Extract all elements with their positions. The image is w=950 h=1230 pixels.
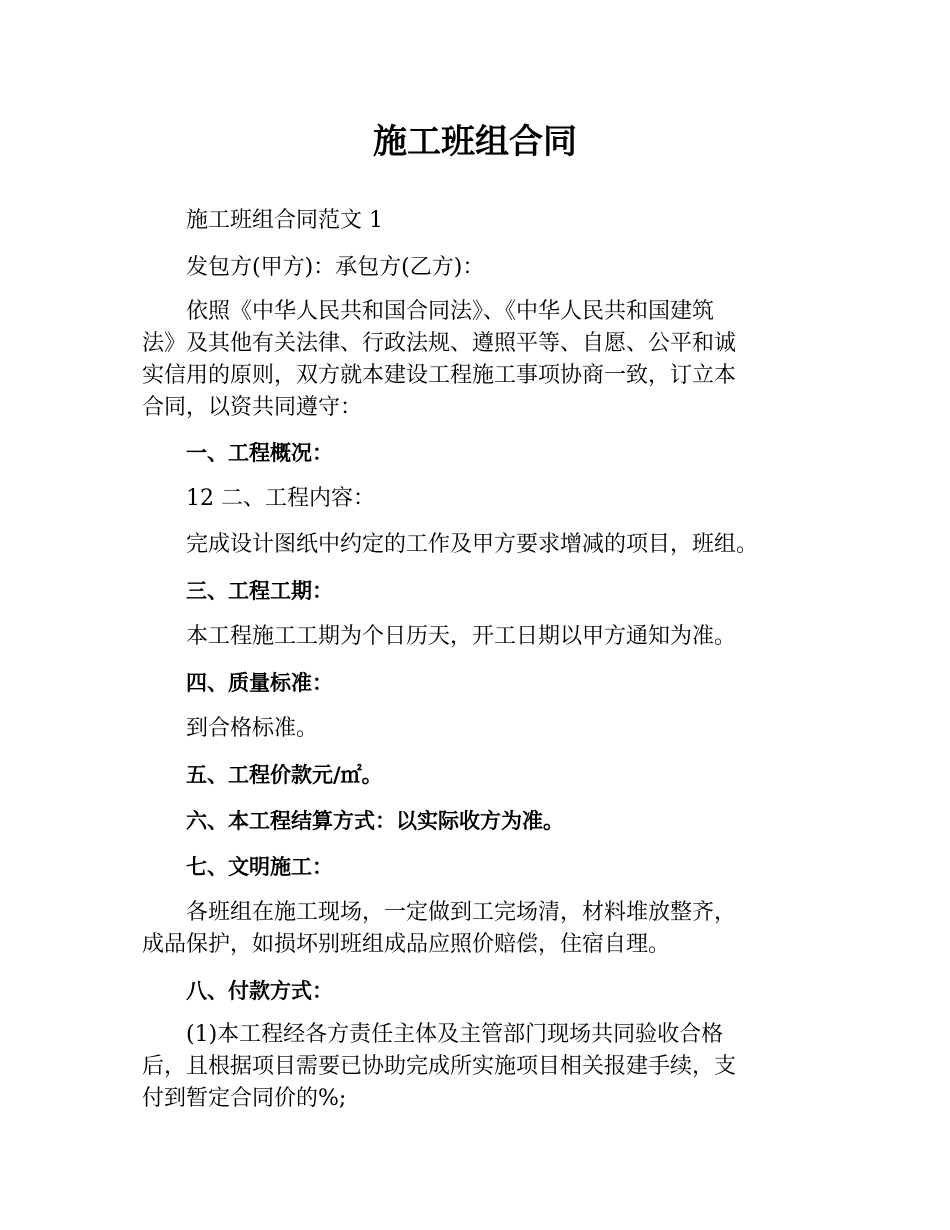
intro-paragraph — [142, 296, 822, 424]
section-8-paragraph — [142, 1019, 822, 1115]
section-4-heading: 四、质量标准： — [186, 671, 333, 695]
section-7-heading: 七、文明施工： — [186, 855, 333, 879]
parties-line: 发包方(甲方)：承包方(乙方)： — [186, 255, 485, 280]
intro-line-2: 法》及其他有关法律、行政法规、遵照平等、自愿、公平和诚 — [142, 331, 737, 356]
section-8-heading: 八、付款方式： — [186, 979, 333, 1003]
section-4-body: 到合格标准。 — [186, 716, 319, 741]
section-7-line-1: 各班组在施工现场，一定做到工完场清，材料堆放整齐， — [186, 900, 737, 925]
section-8-line-2: 后，且根据项目需要已协助完成所实施项目相关报建手续，支 — [142, 1054, 737, 1079]
section-7-line-2: 成品保护，如损坏别班组成品应照价赔偿，住宿自理。 — [142, 932, 671, 957]
section-8-line-3: 付到暂定合同价的%; — [142, 1086, 347, 1111]
section-6-heading: 六、本工程结算方式：以实际收方为准。 — [186, 809, 564, 833]
section-1-heading: 一、工程概况： — [186, 441, 333, 465]
section-3-body: 本工程施工工期为个日历天，开工日期以甲方通知为准。 — [186, 624, 737, 649]
section-2-line: 12 二、工程内容： — [186, 486, 375, 511]
intro-line-4: 合同，以资共同遵守： — [142, 395, 363, 420]
intro-line-3: 实信用的原则，双方就本建设工程施工事项协商一致，订立本 — [142, 363, 737, 388]
intro-line-1: 依照《中华人民共和国合同法》、《中华人民共和国建筑 — [186, 299, 715, 324]
section-3-heading: 三、工程工期： — [186, 579, 333, 603]
section-2-body: 完成设计图纸中约定的工作及甲方要求增减的项目，班组。 — [186, 532, 759, 557]
document-title: 施工班组合同 — [373, 122, 577, 162]
subtitle-line: 施工班组合同范文 1 — [186, 208, 383, 233]
section-8-line-1: (1)本工程经各方责任主体及主管部门现场共同验收合格 — [186, 1022, 724, 1047]
section-5-heading: 五、工程价款元/㎡。 — [186, 763, 383, 787]
section-7-paragraph — [142, 897, 822, 961]
